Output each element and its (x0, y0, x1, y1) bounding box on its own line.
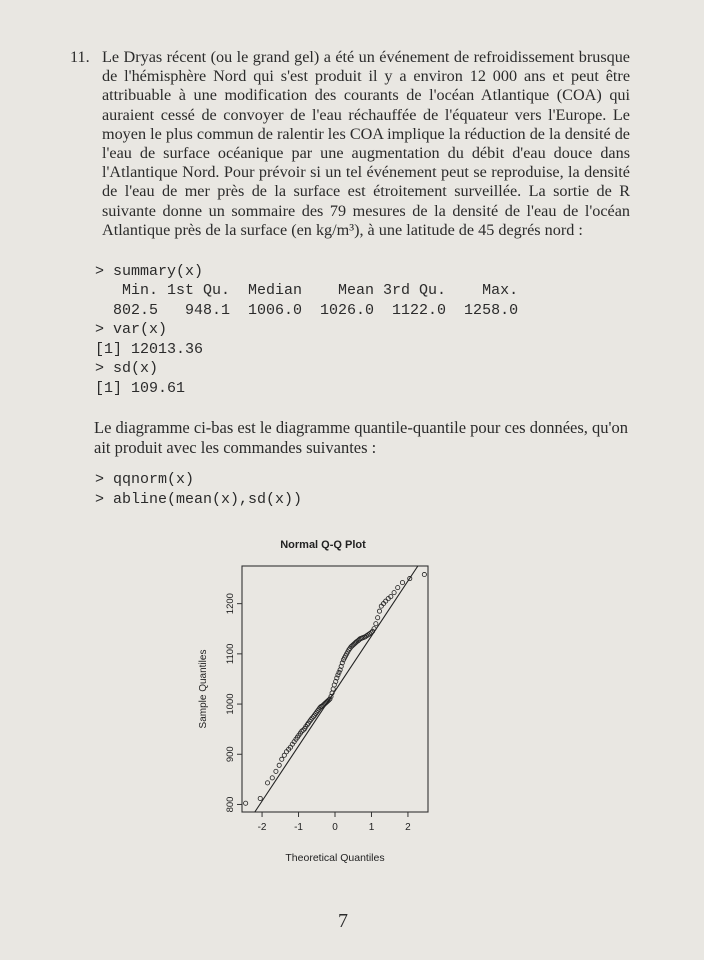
qq-point (376, 616, 380, 620)
problem-paragraph (102, 48, 630, 240)
plot-title: Normal Q-Q Plot (280, 539, 366, 551)
r-cmd-summary: > summary(x) (95, 263, 204, 280)
r-sd-result: [1] 109.61 (95, 380, 186, 397)
x-tick-label: 1 (368, 822, 375, 833)
y-tick-label: 1100 (225, 643, 236, 665)
qq-point (337, 670, 341, 674)
x-tick-label: 2 (405, 822, 411, 833)
qq-plot (180, 530, 430, 870)
reference-line (255, 566, 418, 812)
data-points (244, 572, 427, 805)
y-axis (225, 593, 242, 812)
qq-point (396, 585, 400, 589)
problem-number: 11. (70, 48, 90, 66)
qq-point (377, 609, 381, 613)
page-number: 7 (338, 910, 348, 932)
y-axis-label: Sample Quantiles (198, 649, 209, 729)
qq-point (258, 796, 262, 800)
qq-point (400, 580, 404, 584)
qq-point (392, 591, 396, 595)
qq-point (277, 763, 281, 767)
r-summary-header: Min. 1st Qu. Median Mean 3rd Qu. Max. (95, 282, 519, 299)
cmd-abline: > abline(mean(x),sd(x)) (95, 491, 303, 508)
qq-point (422, 572, 426, 576)
qq-point (274, 769, 278, 773)
x-tick-label: 0 (332, 822, 338, 833)
r-cmd-sd: > sd(x) (95, 360, 159, 377)
caption-text: Le diagramme ci-bas est le diagramme quantile-quantile pour ces données, qu'on ait produit avec les commandes suivantes : (94, 418, 628, 457)
r-summary-values: 802.5 948.1 1006.0 1026.0 1122.0 1258.0 (95, 302, 519, 319)
qq-point (244, 801, 248, 805)
abline (255, 566, 418, 812)
problem-text: Le Dryas récent (ou le grand gel) a été un événement de refroidissement brusque de l'hémisphère Nord qui s'est produit il y a environ 12 000 ans et peut être attribuable à une modification des courants de l'océan Atlantique (COA) qui auraient cessé de convoyer de l'eau réchauffée de l'équateur vers l'Europe. Le moyen le plus commun de ralentir les COA implique la réduction de la densité de l'eau de surface océanique par une augmentation du débit d'eau douce dans l'Atlantique Nord. Pour prévoir si un tel événement peut se reproduise, la densité de l'eau de mer près de la surface est étroitement surveillée. La sortie de R suivante donne un sommaire des 79 mesures de la densité de l'eau de l'océan Atlantique près de la surface (en kg/m³), à une latitude de 45 degrés nord : (102, 48, 630, 239)
qq-point (265, 781, 269, 785)
cmd-qqnorm: > qqnorm(x) (95, 471, 195, 488)
r-cmd-var: > var(x) (95, 321, 168, 338)
y-tick-label: 1200 (225, 593, 236, 615)
x-tick-label: -1 (294, 822, 303, 833)
qq-point (280, 757, 284, 761)
r-var-result: [1] 12013.36 (95, 341, 204, 358)
qq-point (270, 776, 274, 780)
y-tick-label: 800 (225, 796, 236, 813)
x-tick-label: -2 (257, 822, 267, 833)
qq-point (374, 622, 378, 626)
qq-point (331, 687, 335, 691)
caption-paragraph (94, 418, 634, 458)
x-axis (258, 812, 412, 833)
y-tick-label: 900 (225, 746, 236, 763)
y-tick-label: 1000 (225, 693, 236, 715)
x-axis-label: Theoretical Quantiles (285, 852, 385, 864)
